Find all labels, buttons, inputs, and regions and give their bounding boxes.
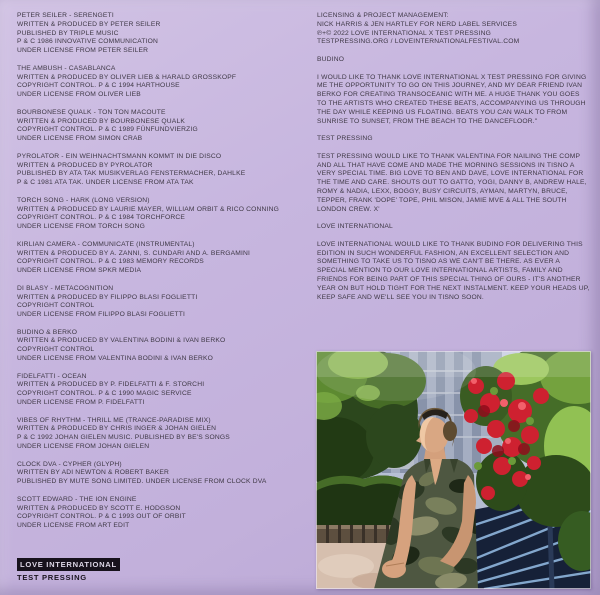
credit-line: WRITTEN & PRODUCED BY BOURBONESE QUALK bbox=[17, 117, 185, 125]
credit-line: WRITTEN & PRODUCED BY PETER SEILER bbox=[17, 20, 161, 28]
credit-line: COPYRIGHT CONTROL. P & C 1993 OUT OF ORBIT bbox=[17, 513, 186, 521]
credit-block bbox=[17, 461, 309, 487]
credit-line: COPYRIGHT CONTROL. P & C 1994 HARTHOUSE bbox=[17, 82, 180, 90]
credit-block bbox=[17, 417, 309, 452]
credit-line: UNDER LICENSE FROM FILIPPO BLASI FOGLIETTI bbox=[17, 311, 186, 319]
credit-line: WRITTEN & PRODUCED BY P. FIDELFATTI & F. STORCHI bbox=[17, 381, 205, 389]
credit-line: COPYRIGHT CONTROL. P & C 1989 FÜNFUNDVIERZIG bbox=[17, 126, 198, 134]
track-title: THE AMBUSH - CASABLANCA bbox=[17, 64, 116, 72]
credit-line: P & C 1986 INNOVATIVE COMMUNICATION bbox=[17, 38, 159, 46]
credit-line: P & C 1981 ATA TAK. UNDER LICENSE FROM ATA TAK bbox=[17, 179, 194, 187]
love-international-label: LOVE INTERNATIONAL bbox=[17, 558, 120, 571]
credit-block bbox=[17, 329, 309, 364]
credit-line: COPYRIGHT CONTROL bbox=[17, 302, 95, 310]
credit-block bbox=[17, 285, 309, 320]
track-title: DI BLASY - METACOGNITION bbox=[17, 284, 114, 292]
credit-block bbox=[17, 12, 309, 56]
track-title: SCOTT EDWARD - THE ION ENGINE bbox=[17, 495, 137, 503]
credit-block bbox=[17, 65, 309, 100]
track-title: KIRLIAN CAMERA - COMMUNICATE (INSTRUMENTAL) bbox=[17, 240, 195, 248]
track-title: FIDELFATTI - OCEAN bbox=[17, 372, 87, 380]
track-title: VIBES OF RHYTHM - THRILL ME (TRANCE-PARADISE MIX) bbox=[17, 416, 211, 424]
section-body: I WOULD LIKE TO THANK LOVE INTERNATIONAL X TEST PRESSING FOR GIVING ME THE OPPORTUNITY TO GO ON THIS JOURNEY, AND MY DEAR FRIEND IVAN BERKO FOR CREATING TRANSOCEANIC WITH ME. A HUGE THANK YOU GOES TO THE ARTISTS WHO CREATED THESE BEATS, ACCOMPANYING US THROUGH THE DAY WHILE KEEPING US FLOATING. BEATS YOU CAN WALK TO FROM SUNRISE TO SUNSET, FROM THE BEACH TO THE DANCEFLOOR." bbox=[317, 73, 587, 125]
credit-line: WRITTEN & PRODUCED BY CHRIS INGER & JOHAN GIELEN bbox=[17, 425, 217, 433]
section-heading: LOVE INTERNATIONAL bbox=[317, 223, 393, 231]
credit-line: PUBLISHED BY ATA TAK MUSIKVERLAG FENSTERMACHER, DAHLKE bbox=[17, 170, 246, 178]
credit-line: P & C 1992 JOHAN GIELEN MUSIC. PUBLISHED BY BE'S SONGS bbox=[17, 434, 230, 442]
credit-line: UNDER LICENSE FROM ART EDIT bbox=[17, 522, 130, 530]
section-body: TEST PRESSING WOULD LIKE TO THANK VALENTINA FOR NAILING THE COMP AND ALL THAT HAVE COME AND MADE THE MORNING SESSIONS IN TISNO A VERY SPECIAL TIME. BIG LOVE TO BEN AND DAVE, LOVE INTERNATIONAL FOR THE TIME AND CARE. SHOUTS OUT TO GATTO, YOGI, DANNY B, ANDREW HALE, ROMY & NADIA, LEXX, BOGGY, BUSY CIRCUITS, AYMAN, MARTYN, BRUCE, TEPPER, FRANK 'DOPE' TOPE, PHIL MISON, JAMIE MVE & ALL THE SOUTH LONDON CREW. X' bbox=[317, 152, 587, 213]
credit-line: UNDER LICENSE FROM SIMON CRAB bbox=[17, 135, 143, 143]
credit-line: UNDER LICENSE FROM JOHAN GIELEN bbox=[17, 443, 150, 451]
credit-block bbox=[17, 241, 309, 276]
section-heading: TEST PRESSING bbox=[317, 135, 373, 143]
credit-line: WRITTEN BY ADI NEWTON & ROBERT BAKER bbox=[17, 469, 170, 477]
licensing-line: TESTPRESSING.ORG / LOVEINTERNATIONALFESTIVAL.COM bbox=[317, 38, 520, 46]
credit-line: WRITTEN & PRODUCED BY LAURIE MAYER, WILLIAM ORBIT & RICO CONNING bbox=[17, 205, 279, 213]
credit-line: WRITTEN & PRODUCED BY PYROLATOR bbox=[17, 161, 153, 169]
credit-block bbox=[17, 496, 309, 531]
credit-line: WRITTEN & PRODUCED BY VALENTINA BODINI & IVAN BERKO bbox=[17, 337, 226, 345]
credit-line: UNDER LICENSE FROM TORCH SONG bbox=[17, 223, 145, 231]
licensing-block bbox=[317, 12, 590, 47]
credit-line: WRITTEN & PRODUCED BY A. ZANNI, S. CUNDARI AND A. BERGAMINI bbox=[17, 249, 251, 257]
credit-block bbox=[17, 197, 309, 232]
photo-image bbox=[316, 351, 591, 589]
track-title: CLOCK DVA - CYPHER (GLYPH) bbox=[17, 460, 122, 468]
track-title: BOURBONESE QUALK - TON TON MACOUTE bbox=[17, 108, 166, 116]
credit-line: PUBLISHED BY TRIPLE MUSIC bbox=[17, 29, 119, 37]
licensing-line: LICENSING & PROJECT MANAGEMENT: bbox=[317, 12, 449, 19]
licensing-line: ℗+© 2022 LOVE INTERNATIONAL X TEST PRESSING bbox=[317, 29, 491, 37]
section-body: LOVE INTERNATIONAL WOULD LIKE TO THANK BUDINO FOR DELIVERING THIS EDITION IN SUCH WONDERFUL FASHION, AN EXCELLENT SELECTION AND SOMETHING TO TAKE US TO TISNO AS WE CAN'T BE THERE. AS EVER A SPECIAL MENTION TO OUR LOVE INTERNATIONAL ARTISTS, FAMILY AND FRIENDS FOR BEING PART OF THIS SPECIAL THING OF OURS - IT'S ANOTHER YEAR ON BUT HOLD TIGHT FOR THE NEXT INSTALMENT. KEEP YOUR HEADS UP, KEEP SAFE AND WE'LL SEE YOU IN TISNO SOON. bbox=[317, 240, 590, 301]
credit-line: UNDER LICENSE FROM OLIVER LIEB bbox=[17, 91, 141, 99]
photo bbox=[316, 351, 591, 589]
credit-line: COPYRIGHT CONTROL. P & C 1983 MEMORY RECORDS bbox=[17, 258, 204, 266]
credit-line: WRITTEN & PRODUCED BY OLIVER LIEB & HARALD GROSSKOPF bbox=[17, 73, 237, 81]
credit-line: COPYRIGHT CONTROL. P & C 1984 TORCHFORCE bbox=[17, 214, 185, 222]
licensing-line: NICK HARRIS & JEN HARTLEY FOR NERD LABEL SERVICES bbox=[317, 20, 517, 28]
credit-line: UNDER LICENSE FROM PETER SEILER bbox=[17, 47, 149, 55]
info-column bbox=[317, 12, 590, 311]
credit-line: PUBLISHED BY MUTE SONG LIMITED. UNDER LICENSE FROM CLOCK DVA bbox=[17, 478, 267, 486]
credits-column bbox=[17, 12, 309, 540]
credit-line: COPYRIGHT CONTROL bbox=[17, 346, 95, 354]
track-title: PETER SEILER - SERENGETI bbox=[17, 12, 114, 19]
section-heading: BUDINO bbox=[317, 55, 345, 63]
track-title: TORCH SONG - HARK (LONG VERSION) bbox=[17, 196, 150, 204]
credit-block bbox=[17, 109, 309, 144]
test-pressing-label: TEST PRESSING bbox=[17, 573, 87, 582]
info-sections bbox=[317, 56, 590, 302]
credit-line: UNDER LICENSE FROM SPKR MEDIA bbox=[17, 267, 142, 275]
credit-line: WRITTEN & PRODUCED BY FILIPPO BLASI FOGLIETTI bbox=[17, 293, 198, 301]
credit-line: WRITTEN & PRODUCED BY SCOTT E. HODGSON bbox=[17, 504, 181, 512]
credit-block bbox=[17, 153, 309, 188]
credit-line: UNDER LICENSE FROM VALENTINA BODINI & IVAN BERKO bbox=[17, 355, 214, 363]
track-title: BUDINO & BERKO bbox=[17, 328, 78, 336]
credit-line: COPYRIGHT CONTROL. P & C 1990 MAGIC SERVICE bbox=[17, 390, 192, 398]
credit-line: UNDER LICENSE FROM P. FIDELFATTI bbox=[17, 399, 145, 407]
track-title: PYROLATOR - EIN WEIHNACHTSMANN KOMMT IN DIE DISCO bbox=[17, 152, 222, 160]
credit-block bbox=[17, 373, 309, 408]
